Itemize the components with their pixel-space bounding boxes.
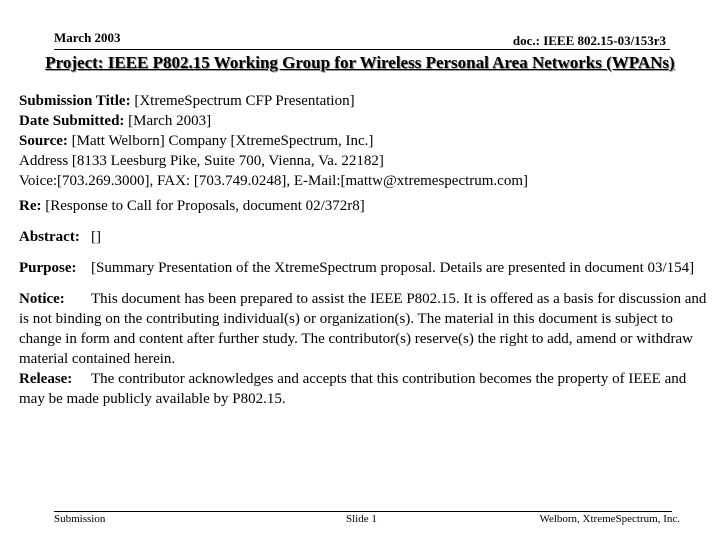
- submission-title-label: Submission Title:: [19, 93, 131, 109]
- re-label: Re:: [19, 198, 42, 214]
- header-date: March 2003: [54, 30, 121, 45]
- footer-author: Welborn, XtremeSpectrum, Inc.: [539, 513, 680, 525]
- purpose-label: Purpose:: [19, 260, 77, 276]
- footer-slide-number: Slide 1: [346, 513, 377, 525]
- release-label: Release:: [19, 371, 73, 387]
- notice-label: Notice:: [19, 291, 65, 307]
- source-value: [Matt Welborn] Company [XtremeSpectrum, Inc.]: [71, 133, 374, 149]
- notice-paragraph: [19, 289, 709, 369]
- abstract-value: []: [91, 229, 101, 245]
- source-label: Source:: [19, 133, 68, 149]
- date-submitted-line: [19, 111, 709, 131]
- source-line: [19, 131, 709, 151]
- re-line: [19, 196, 709, 216]
- abstract-line: [19, 227, 709, 247]
- contact-line: Voice:[703.269.3000], FAX: [703.749.0248], E-Mail:[mattw@xtremespectrum.com]: [19, 173, 528, 189]
- submission-title-value: [XtremeSpectrum CFP Presentation]: [134, 93, 355, 109]
- release-value: The contributor acknowledges and accepts that this contribution becomes the property of IEEE and may be made publicly available by P802.15.: [19, 371, 687, 407]
- document-body: [19, 91, 709, 409]
- header-doc-id: doc.: IEEE 802.15-03/153r3: [512, 33, 666, 48]
- submission-title-line: [19, 91, 709, 111]
- page-title: Project: IEEE P802.15 Working Group for Wireless Personal Area Networks (WPANs): [45, 53, 675, 72]
- notice-value: This document has been prepared to assist the IEEE P802.15. It is offered as a basis for discussion and is not binding on the contributing individual(s) or organization(s). The material in this document is subject to change in form and content after further study. The contributor(s) reserve(s) the right to add, amend or withdraw material contained herein.: [19, 291, 707, 367]
- date-submitted-label: Date Submitted:: [19, 113, 125, 129]
- date-submitted-value: [March 2003]: [128, 113, 212, 129]
- release-paragraph: [19, 369, 709, 409]
- footer-submission: Submission: [54, 513, 106, 525]
- purpose-line: [19, 258, 709, 278]
- footer-divider: [54, 511, 672, 512]
- abstract-label: Abstract:: [19, 229, 80, 245]
- header-divider: [54, 49, 670, 50]
- purpose-value: [Summary Presentation of the XtremeSpectrum proposal. Details are presented in document 03/154]: [91, 260, 695, 276]
- re-value: [Response to Call for Proposals, document 02/372r8]: [45, 198, 365, 214]
- address-line: Address [8133 Leesburg Pike, Suite 700, Vienna, Va. 22182]: [19, 153, 384, 169]
